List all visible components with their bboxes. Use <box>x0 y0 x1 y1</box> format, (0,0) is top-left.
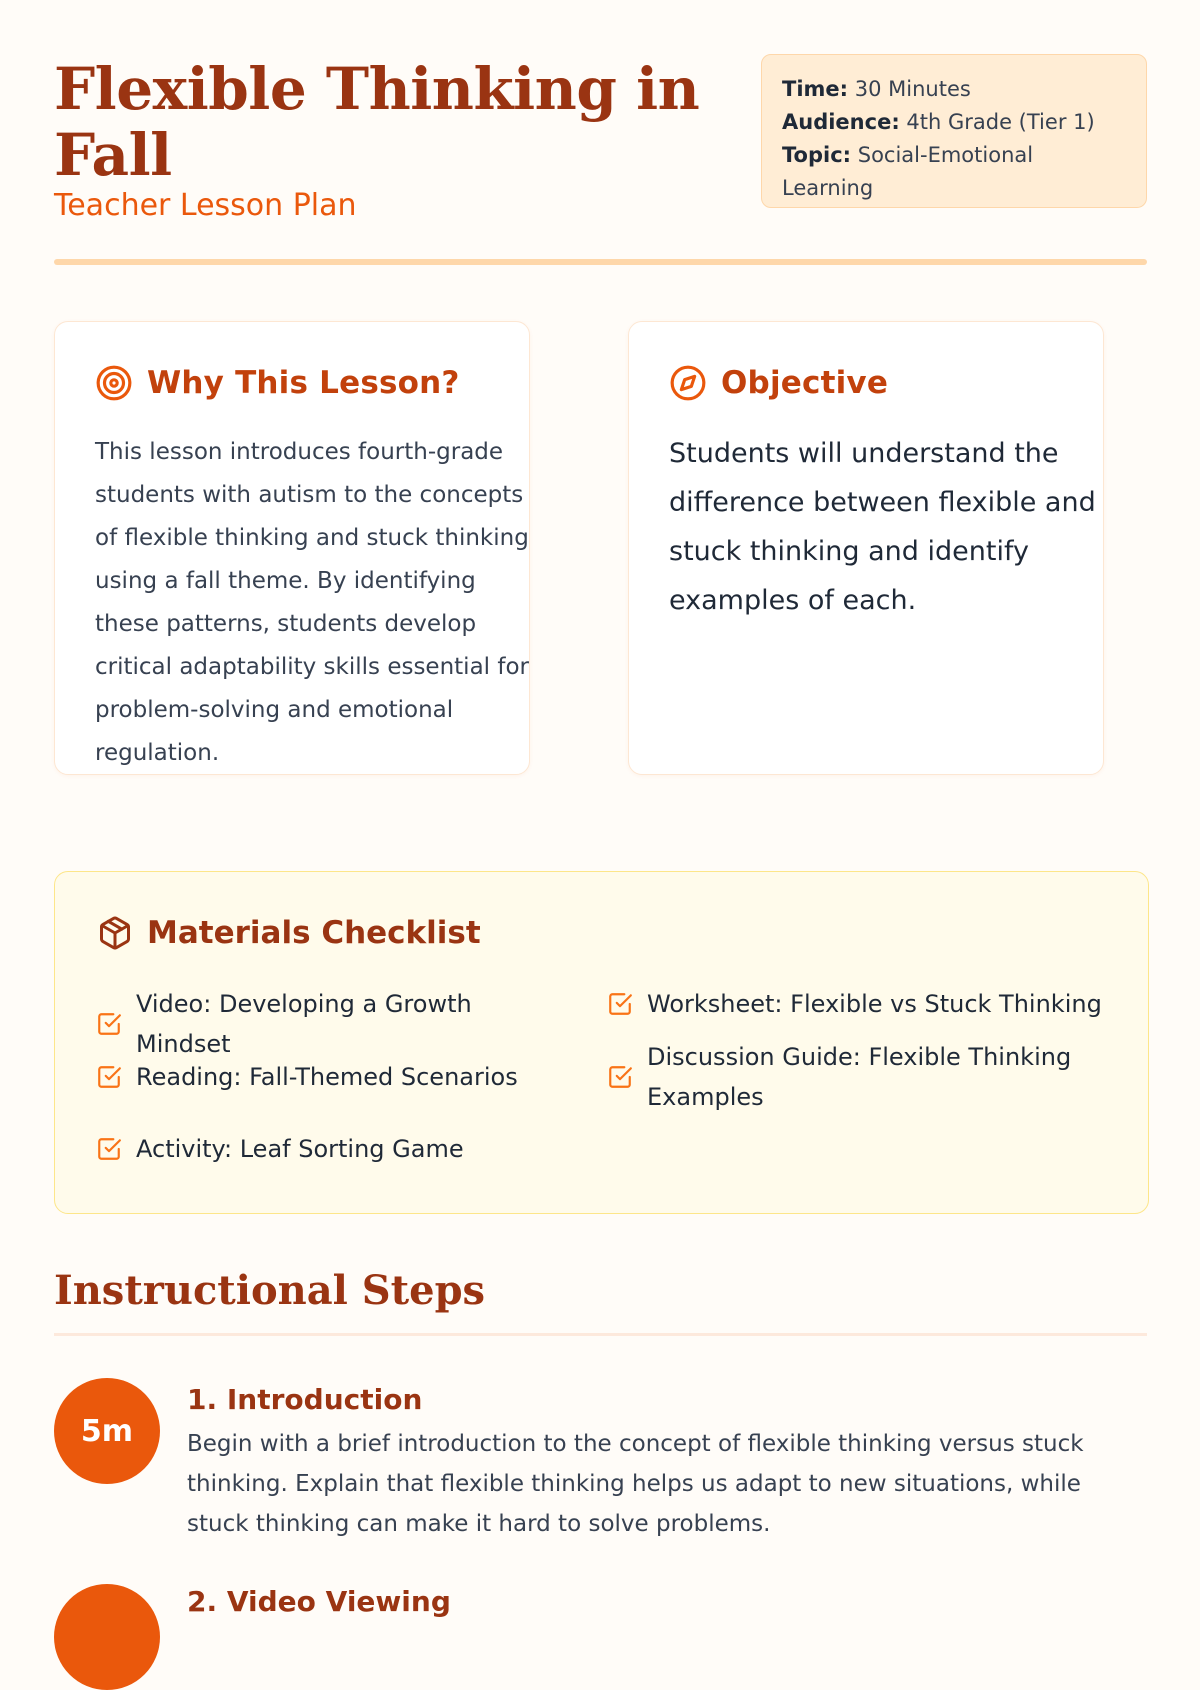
materials-item <box>96 984 566 1064</box>
page-subtitle: Teacher Lesson Plan <box>54 188 357 223</box>
checkbox-checked-icon <box>607 1064 633 1090</box>
materials-item <box>607 984 1107 1024</box>
objective-card-header <box>669 363 1103 403</box>
page-title: Flexible Thinking in Fall <box>54 55 700 189</box>
objective-card-body: Students will understand the difference between flexible and stuck thinking and identify examples of each. <box>669 438 1096 616</box>
meta-audience <box>782 106 1128 139</box>
why-card-title: Why This Lesson? <box>147 365 460 401</box>
target-icon <box>95 364 133 402</box>
why-this-lesson-card <box>54 321 530 775</box>
why-card-header <box>95 363 529 403</box>
materials-item-label: Discussion Guide: Flexible Thinking Examples <box>647 1043 1072 1111</box>
meta-time-value: 30 Minutes <box>854 77 971 101</box>
materials-title: Materials Checklist <box>147 915 481 951</box>
objective-card-title: Objective <box>721 365 889 401</box>
why-card-body: This lesson introduces fourth-grade students with autism to the concepts of flexible thinking and stuck thinking using a fall theme. By identifying these patterns, students develop critical adaptability skills essential for problem-solving and emotional regulation. <box>95 439 529 766</box>
instructional-steps-title: Instructional Steps <box>54 1267 486 1314</box>
step-title: 2. Video Viewing <box>187 1585 451 1618</box>
step-duration-badge: 5m <box>54 1378 160 1484</box>
header-divider <box>54 259 1147 265</box>
meta-time-label: Time: <box>782 77 849 101</box>
materials-item <box>96 1057 566 1097</box>
materials-item-label: Reading: Fall-Themed Scenarios <box>136 1063 518 1091</box>
objective-card <box>628 321 1104 775</box>
meta-audience-value: 4th Grade (Tier 1) <box>906 110 1095 134</box>
lesson-meta-box <box>761 54 1147 208</box>
meta-time <box>782 73 1128 106</box>
checkbox-checked-icon <box>96 1011 122 1037</box>
materials-item-label: Video: Developing a Growth Mindset <box>136 990 472 1058</box>
meta-topic <box>782 139 1128 205</box>
materials-item <box>96 1129 566 1169</box>
materials-item <box>607 1037 1077 1117</box>
compass-icon <box>669 364 707 402</box>
step-title: 1. Introduction <box>187 1383 423 1416</box>
step-description: Begin with a brief introduction to the concept of flexible thinking versus stuck thinking. Explain that flexible thinking helps us adapt to new situations, while stuck thinking can make it hard to solve problems. <box>187 1431 1084 1537</box>
checkbox-checked-icon <box>96 1064 122 1090</box>
meta-topic-label: Topic: <box>782 143 852 167</box>
meta-topic-value: Social-Emotional Learning <box>782 143 1034 200</box>
steps-divider <box>54 1333 1147 1336</box>
package-icon <box>97 915 133 951</box>
checkbox-checked-icon <box>96 1136 122 1162</box>
checkbox-checked-icon <box>607 991 633 1017</box>
materials-item-label: Activity: Leaf Sorting Game <box>136 1135 464 1163</box>
meta-audience-label: Audience: <box>782 110 900 134</box>
materials-item-label: Worksheet: Flexible vs Stuck Thinking <box>647 990 1102 1018</box>
materials-header <box>97 915 481 951</box>
